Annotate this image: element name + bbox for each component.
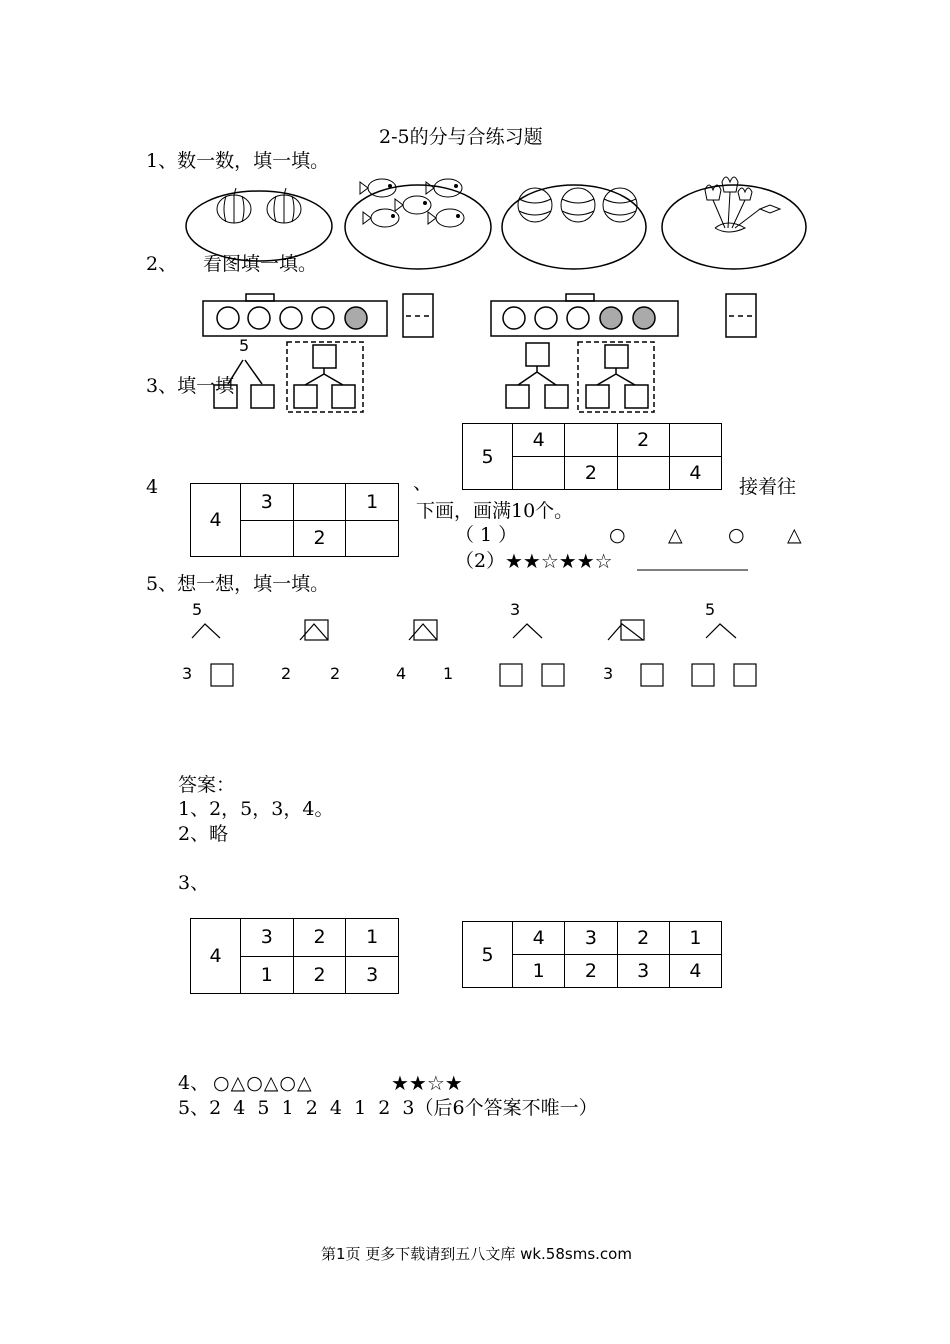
- table-cell[interactable]: [293, 484, 346, 521]
- pattern-shape: ○: [609, 524, 626, 546]
- table-cell[interactable]: [565, 424, 617, 457]
- answer-4-shapes: ○△○△○△: [213, 1072, 313, 1094]
- bead-frame-right: [491, 294, 756, 337]
- table-cell: 3: [346, 956, 399, 994]
- q5-bottom-number: 2: [330, 664, 341, 683]
- page-footer: 第1页 更多下载请到五八文库 wk.58sms.com: [321, 1245, 632, 1263]
- table-cell: 3: [241, 919, 294, 957]
- question-3-label: 3、填一填: [146, 375, 235, 397]
- split-table-4: [190, 483, 399, 557]
- table-head: 4: [191, 919, 241, 994]
- answer-2: 2、略: [178, 823, 229, 845]
- question-2-label: 看图填一填。: [203, 253, 318, 275]
- table-head: 5: [463, 922, 513, 988]
- table-cell: 2: [293, 956, 346, 994]
- q5-trees: [192, 620, 756, 686]
- table-cell[interactable]: 4: [669, 457, 721, 490]
- answer-table-4: [190, 918, 399, 994]
- question-2-number: 2、: [146, 253, 178, 275]
- table-cell[interactable]: [669, 424, 721, 457]
- table-cell: 1: [513, 955, 565, 988]
- q5-top-number: 5: [192, 600, 203, 619]
- q5-top-number: 3: [510, 600, 521, 619]
- answer-table-5: [462, 921, 722, 988]
- table-cell[interactable]: [241, 520, 294, 557]
- table-head: 4: [191, 484, 241, 557]
- answer-3: 3、: [178, 872, 210, 894]
- q5-bottom-number: 3: [182, 664, 193, 683]
- table-cell[interactable]: [513, 457, 565, 490]
- table-cell: 1: [346, 919, 399, 957]
- q5-top-number: 5: [705, 600, 716, 619]
- pattern-stars: ★★☆★★☆: [505, 549, 613, 573]
- split-trees: [214, 342, 654, 412]
- split-table-5: [462, 423, 722, 490]
- pattern-2-label: （2）: [455, 550, 506, 572]
- oval-fish: [345, 185, 491, 269]
- answer-1: 1、2，5，3，4。: [178, 798, 334, 820]
- q5-bottom-number: 2: [281, 664, 292, 683]
- table-cell[interactable]: 2: [293, 520, 346, 557]
- question-1-label: 1、数一数，填一填。: [146, 150, 330, 172]
- answer-4-stars: ★★☆★: [391, 1071, 463, 1095]
- table-cell[interactable]: 4: [513, 424, 565, 457]
- table-cell[interactable]: [346, 520, 399, 557]
- question-4-comma: 、: [413, 472, 433, 494]
- tree-top-number: 5: [239, 336, 250, 355]
- table-cell: 1: [669, 922, 721, 955]
- bead-frame-left: [203, 294, 433, 337]
- q5-bottom-number: 3: [603, 664, 614, 683]
- table-cell: 3: [617, 955, 669, 988]
- question-4-number: 4: [146, 476, 159, 498]
- oval-pumpkins: [186, 191, 332, 261]
- table-cell[interactable]: 1: [346, 484, 399, 521]
- table-cell: 4: [669, 955, 721, 988]
- answers-heading: 答案：: [178, 774, 236, 796]
- table-cell: 4: [513, 922, 565, 955]
- ball-icon: [518, 188, 637, 222]
- question-4-text2: 下画，画满10个。: [416, 500, 574, 522]
- table-cell[interactable]: [617, 457, 669, 490]
- question-5-label: 5、想一想，填一填。: [146, 573, 330, 595]
- table-cell: 1: [241, 956, 294, 994]
- q5-bottom-number: 1: [443, 664, 454, 683]
- table-cell[interactable]: 2: [565, 457, 617, 490]
- table-head: 5: [463, 424, 513, 490]
- answer-5: 5、2 4 5 1 2 4 1 2 3（后6个答案不唯一）: [178, 1097, 598, 1119]
- table-cell: 2: [565, 955, 617, 988]
- table-cell: 3: [565, 922, 617, 955]
- fish-icon: [360, 179, 464, 227]
- question-4-text1: 接着往: [739, 476, 797, 498]
- page-title: 2-5的分与合练习题: [379, 126, 543, 148]
- table-cell: 2: [617, 922, 669, 955]
- oval-balls: [502, 185, 646, 269]
- table-cell[interactable]: 2: [617, 424, 669, 457]
- answer-4-label: 4、: [178, 1072, 210, 1094]
- table-cell: 2: [293, 919, 346, 957]
- q5-bottom-number: 4: [396, 664, 407, 683]
- pattern-shape: △: [668, 524, 683, 546]
- table-cell[interactable]: 3: [241, 484, 294, 521]
- pattern-shape: ○: [728, 524, 745, 546]
- pattern-shape: △: [787, 524, 802, 546]
- oval-flowers: [662, 185, 806, 269]
- pattern-1-label: （ 1 ）: [455, 524, 518, 546]
